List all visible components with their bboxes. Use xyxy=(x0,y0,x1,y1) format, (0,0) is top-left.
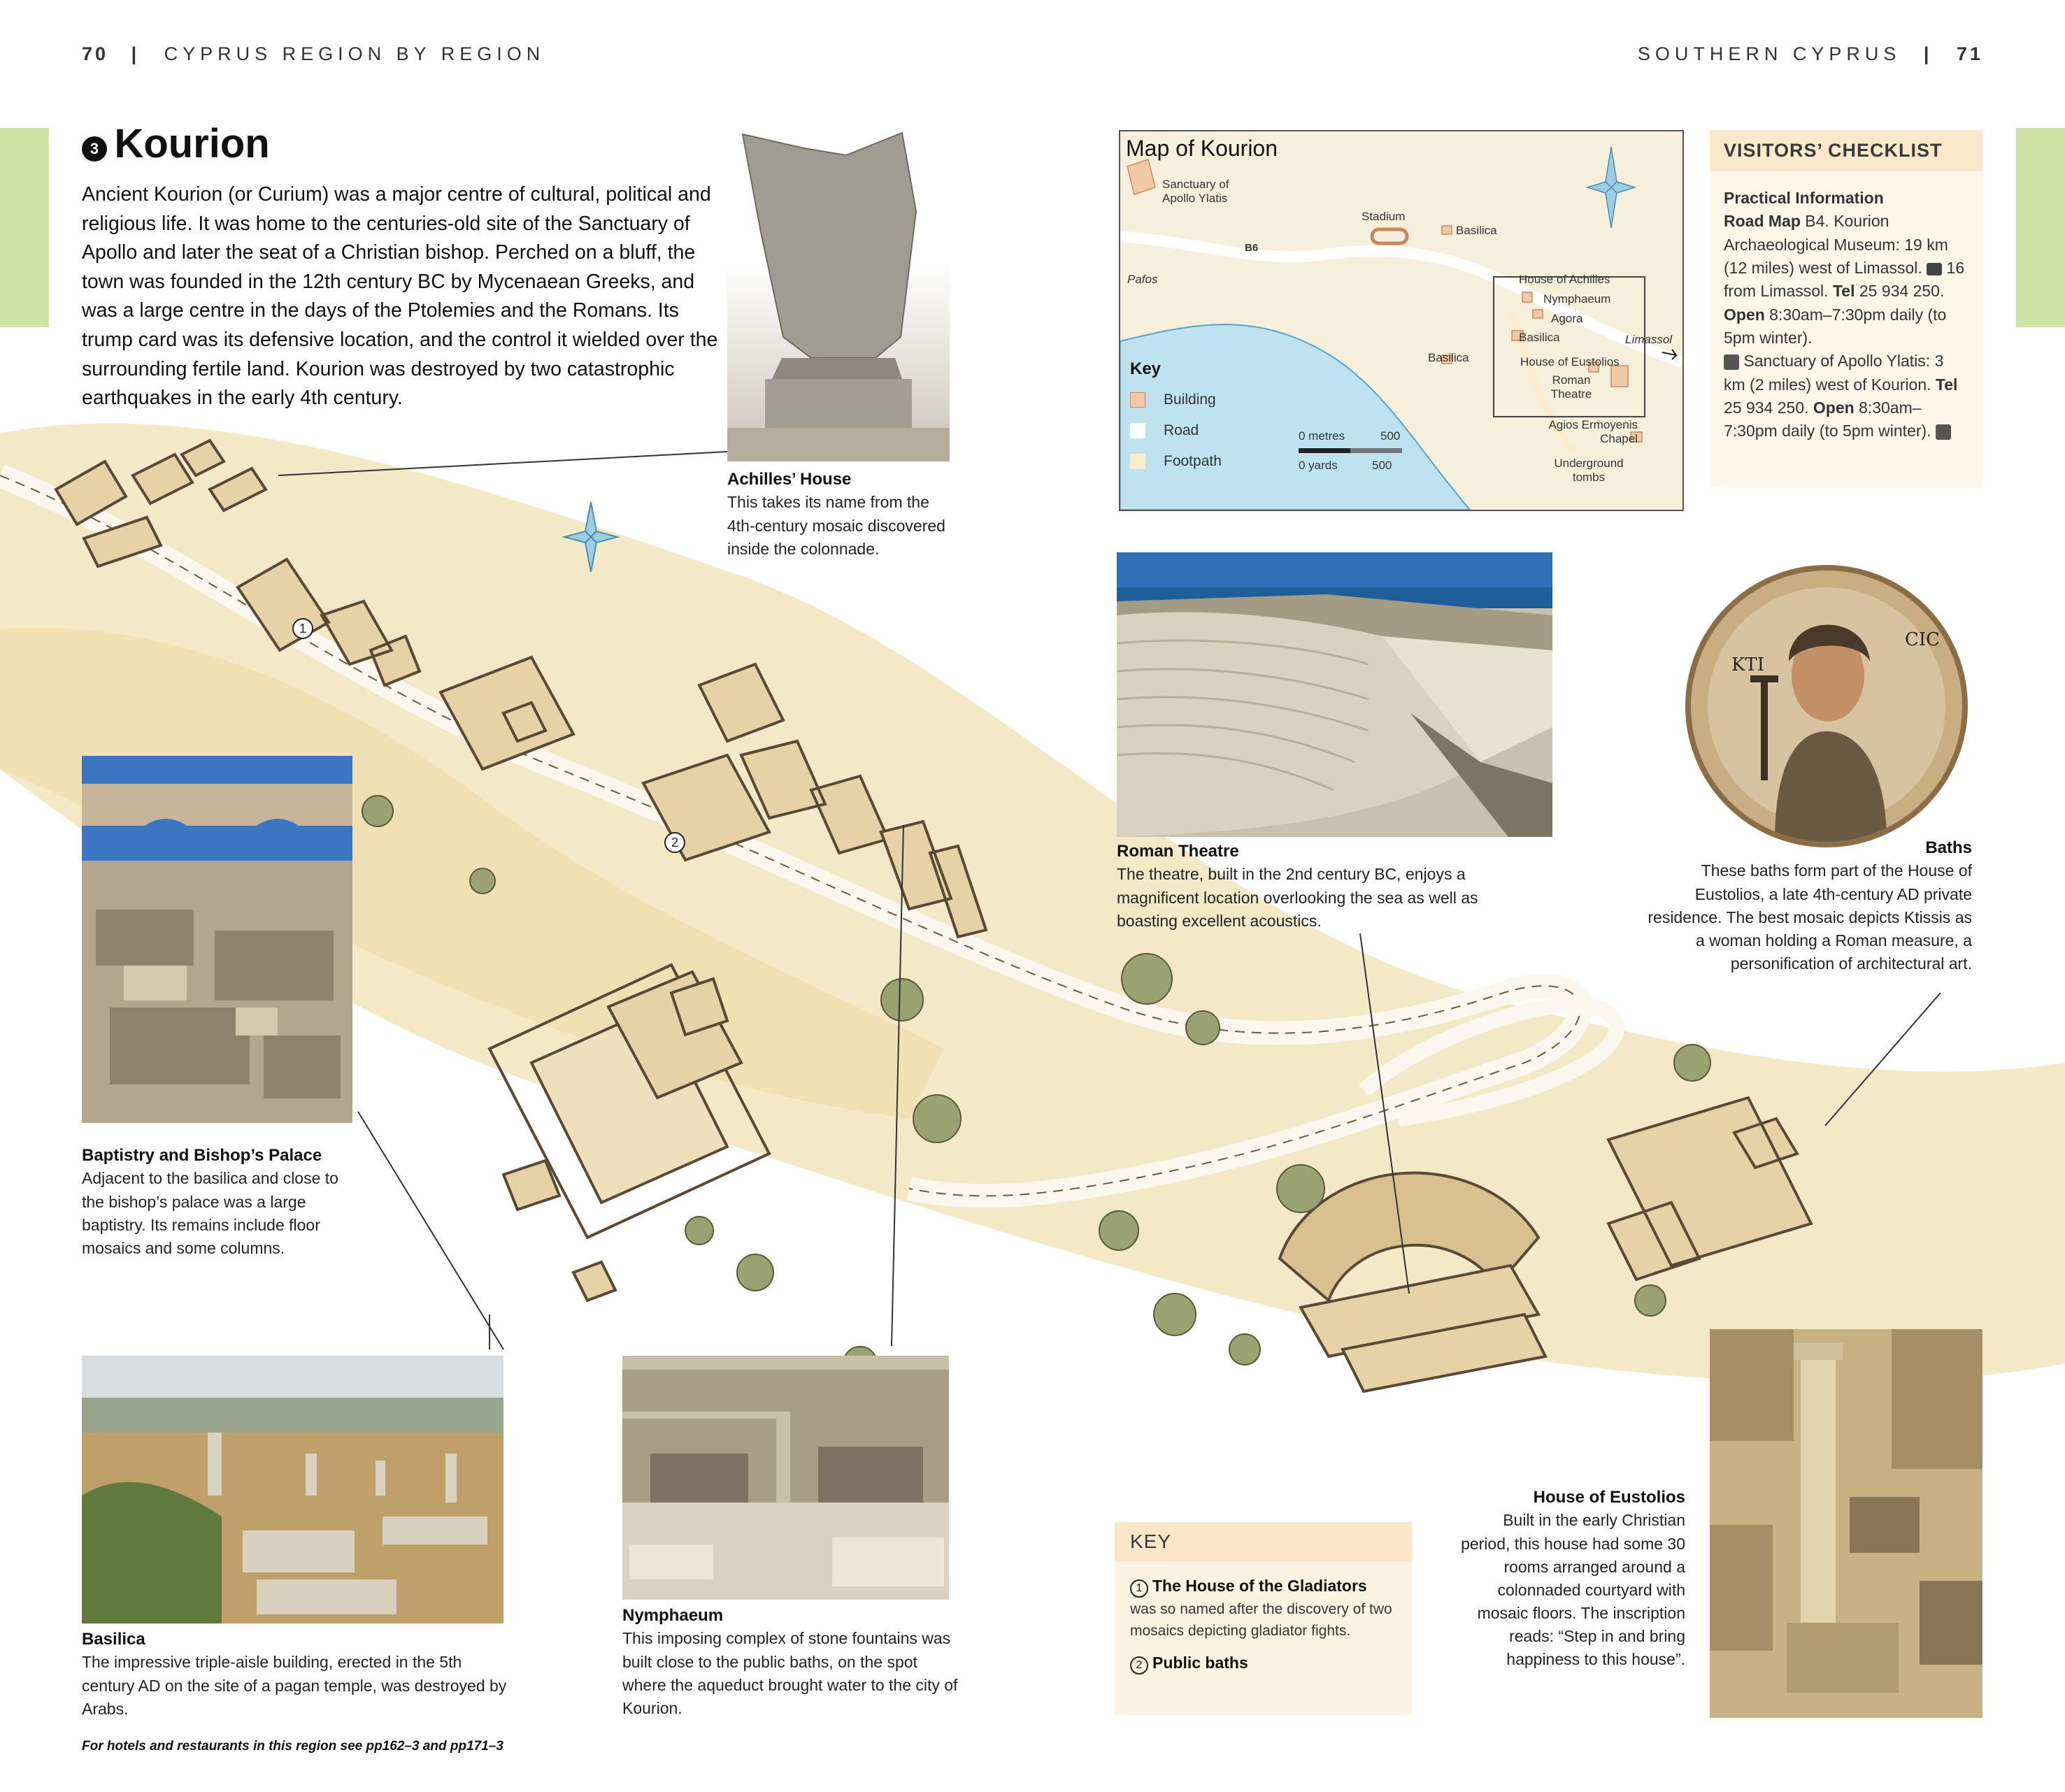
opening-hours: 8:30am–7:30pm daily (to 5pm winter). xyxy=(1724,399,1931,440)
map-label-pafos: Pafos xyxy=(1127,273,1158,286)
entry-number-badge: 3 xyxy=(82,136,107,162)
key-item-2 xyxy=(1130,1651,1396,1675)
map-label-theatre: Roman Theatre xyxy=(1550,373,1592,401)
map-key-label: Road xyxy=(1164,422,1199,438)
header-divider: | xyxy=(131,43,142,64)
mosaic-inscription-right: CIC xyxy=(1905,629,1941,650)
scale-yards-value: 500 xyxy=(1372,459,1392,472)
site-key-body xyxy=(1115,1561,1412,1675)
map-label-tombs: Underground tombs xyxy=(1554,457,1624,485)
mosaic-inscription-left: ΚΤΙ xyxy=(1731,654,1765,675)
caption-title: Basilica xyxy=(82,1630,145,1649)
baptistry-ruins-illustration xyxy=(82,756,352,1123)
map-key-road xyxy=(1130,422,1199,439)
eustolios-ruins-illustration xyxy=(1710,1329,1982,1718)
baptistry-caption xyxy=(82,1145,362,1260)
roman-theatre-photo xyxy=(1117,552,1552,837)
roman-theatre-illustration xyxy=(1117,552,1552,837)
key-item-title: Public baths xyxy=(1152,1653,1248,1672)
scale-metres-value: 500 xyxy=(1380,429,1401,443)
basilica-caption xyxy=(82,1628,515,1721)
intro-paragraph: Ancient Kourion (or Curium) was a major centre of cultural, political and religious life. It was home to the centuries-old site of the Sanctuary of Apollo and later the seat of a Christian bishop. Perched on a bluff, the town was founded in the 12th century BC by Mycenaean Greeks, and was a large centre in the days of the Ptolemies and the Romans. Its trump card was its defensive location, and the control it wielded over the surrounding fertile land. Kourion was destroyed by two catastrophic earthquakes in the early 4th century. xyxy=(82,183,718,410)
caption-title: Nymphaeum xyxy=(622,1606,724,1625)
header-divider: | xyxy=(1923,43,1934,64)
house-of-eustolios-photo xyxy=(1710,1329,1982,1718)
caption-title: Baptistry and Bishop’s Palace xyxy=(82,1146,322,1165)
baths-caption xyxy=(1636,837,1972,975)
scale-yards-label: 0 yards xyxy=(1299,459,1338,472)
map-label-sanctuary: Sanctuary of Apollo Ylatis xyxy=(1162,178,1229,206)
caption-text: The theatre, built in the 2nd century BC, enjoys a magnificent location overlooking the sea as well as boasting excellent acoustics. xyxy=(1117,865,1478,930)
map-title: Map of Kourion xyxy=(1126,136,1278,161)
nymphaeum-photo xyxy=(622,1356,949,1600)
nymphaeum-ruins-illustration xyxy=(622,1356,949,1600)
caption-text: The impressive triple-aisle building, erected in the 5th century AD on the site of a pagan temple, was destroyed by Arabs. xyxy=(82,1653,507,1718)
checklist-heading: Practical Information xyxy=(1724,189,1884,207)
key-item-1-text: was so named after the discovery of two mosaics depicting gladiator fights. xyxy=(1130,1600,1392,1639)
map-key-footpath xyxy=(1130,453,1222,470)
map-key-building xyxy=(1130,392,1216,408)
opening-hours: 8:30am–7:30pm daily (to 5pm winter). xyxy=(1724,305,1947,347)
left-page-number: 70 xyxy=(82,43,109,64)
map-label-chapel: Agios Ermoyenis Chapel xyxy=(1548,418,1638,446)
caption-text: Adjacent to the basilica and close to the bishop’s palace was a large baptistry. Its remains include floor mosaics and some columns. xyxy=(82,1169,338,1257)
house-of-eustolios-caption xyxy=(1455,1486,1685,1671)
checklist-body xyxy=(1710,171,1982,443)
ktissis-mosaic-illustration xyxy=(1691,571,1962,842)
left-section-title: CYPRUS REGION BY REGION xyxy=(164,43,545,64)
map-key-label: Building xyxy=(1164,392,1216,408)
road-map-label: Road Map xyxy=(1724,212,1801,231)
caption-title: Achilles’ House xyxy=(727,470,852,489)
site-key-title: KEY xyxy=(1115,1522,1412,1561)
map-key-title: Key xyxy=(1130,359,1162,378)
sanctuary-text: Sanctuary of Apollo Ylatis: 3 km (2 miles) west of Kourion. xyxy=(1724,352,1944,394)
site-key-box xyxy=(1115,1522,1412,1715)
map-label-stadium: Stadium xyxy=(1362,210,1406,223)
visitors-checklist xyxy=(1710,130,1982,487)
achilles-house-photo xyxy=(727,127,950,461)
article-heading xyxy=(82,120,725,167)
map-label-achilles: House of Achilles xyxy=(1519,273,1610,286)
nymphaeum-caption xyxy=(622,1605,958,1720)
caption-title: Baths xyxy=(1925,838,1972,857)
basilica-ruins-illustration xyxy=(82,1356,503,1623)
caption-title: House of Eustolios xyxy=(1533,1488,1685,1507)
admission-fee-icon xyxy=(1724,354,1739,370)
map-label-b6: B6 xyxy=(1245,242,1259,254)
right-section-title: SOUTHERN CYPRUS xyxy=(1637,43,1901,64)
map-label-limassol: Limassol xyxy=(1625,333,1673,346)
key-item-title: The House of the Gladiators xyxy=(1152,1577,1367,1595)
key-number-badge: 1 xyxy=(1130,1579,1148,1598)
map-label-nymphaeum: Nymphaeum xyxy=(1543,292,1611,306)
marker-house-of-gladiators: 1 xyxy=(292,618,313,639)
bus-text: 16 from Limassol. xyxy=(1724,259,1965,301)
achilles-house-caption xyxy=(727,468,951,561)
admission-fee-icon xyxy=(1936,424,1951,440)
map-label-eustolios: House of Eustolios xyxy=(1520,355,1620,368)
caption-text: This imposing complex of stone fountains was built close to the public baths, on the spot where the aqueduct brought water to the city of Kourion. xyxy=(622,1629,958,1717)
roman-theatre-caption xyxy=(1117,840,1508,933)
footpath-swatch xyxy=(1130,454,1145,469)
footer-note: For hotels and restaurants in this region see pp162–3 and pp171–3 xyxy=(82,1739,503,1754)
bus-icon xyxy=(1927,263,1942,275)
map-label-agora: Agora xyxy=(1551,312,1583,325)
building-swatch xyxy=(1130,392,1145,408)
right-page-number: 71 xyxy=(1956,43,1983,64)
ktissis-mosaic-photo xyxy=(1685,565,1968,847)
marker-public-baths: 2 xyxy=(664,832,685,853)
tel-label: Tel xyxy=(1935,375,1958,394)
page-title: Kourion xyxy=(114,121,270,166)
map-compass-icon xyxy=(1587,147,1635,228)
basilica-photo xyxy=(82,1356,503,1623)
key-number-badge: 2 xyxy=(1130,1656,1148,1675)
tel-label: Tel xyxy=(1832,282,1855,301)
caption-text: These baths form part of the House of Eustolios, a late 4th-century AD private residence. The best mosaic depicts Ktissis as a woman holding a Roman measure, a personification of architectural art. xyxy=(1648,861,1972,973)
checklist-road-map xyxy=(1724,210,1968,350)
key-item-1 xyxy=(1130,1574,1396,1598)
checklist-title: VISITORS’ CHECKLIST xyxy=(1710,130,1982,171)
caption-title: Roman Theatre xyxy=(1117,842,1239,861)
map-label-basilica-inner: Basilica xyxy=(1519,331,1560,344)
map-of-kourion xyxy=(1119,130,1684,511)
checklist-sanctuary xyxy=(1724,350,1968,443)
tel-number: 25 934 250. xyxy=(1859,282,1945,301)
baptistry-photo xyxy=(82,756,352,1123)
map-label-basilica-left: Basilica xyxy=(1428,351,1469,364)
open-label: Open xyxy=(1724,305,1765,324)
caption-text: Built in the early Christian period, this house had some 30 rooms arranged around a colonnaded courtyard with mosaic floors. The inscription reads: “Step in and bring happiness to this house”. xyxy=(1461,1511,1685,1669)
tel-number: 25 934 250. xyxy=(1724,399,1809,417)
caption-text: This takes its name from the 4th-century mosaic discovered inside the colonnade. xyxy=(727,493,945,558)
open-label: Open xyxy=(1813,399,1855,417)
scale-metres-label: 0 metres xyxy=(1299,429,1345,443)
map-label-basilica-top: Basilica xyxy=(1456,224,1497,237)
map-key-label: Footpath xyxy=(1164,453,1222,469)
road-map-text: B4. Kourion Archaeological Museum: 19 km (12 miles) west of Limassol. xyxy=(1724,212,1948,278)
road-swatch xyxy=(1130,423,1145,438)
stone-vessel-illustration xyxy=(727,127,950,461)
